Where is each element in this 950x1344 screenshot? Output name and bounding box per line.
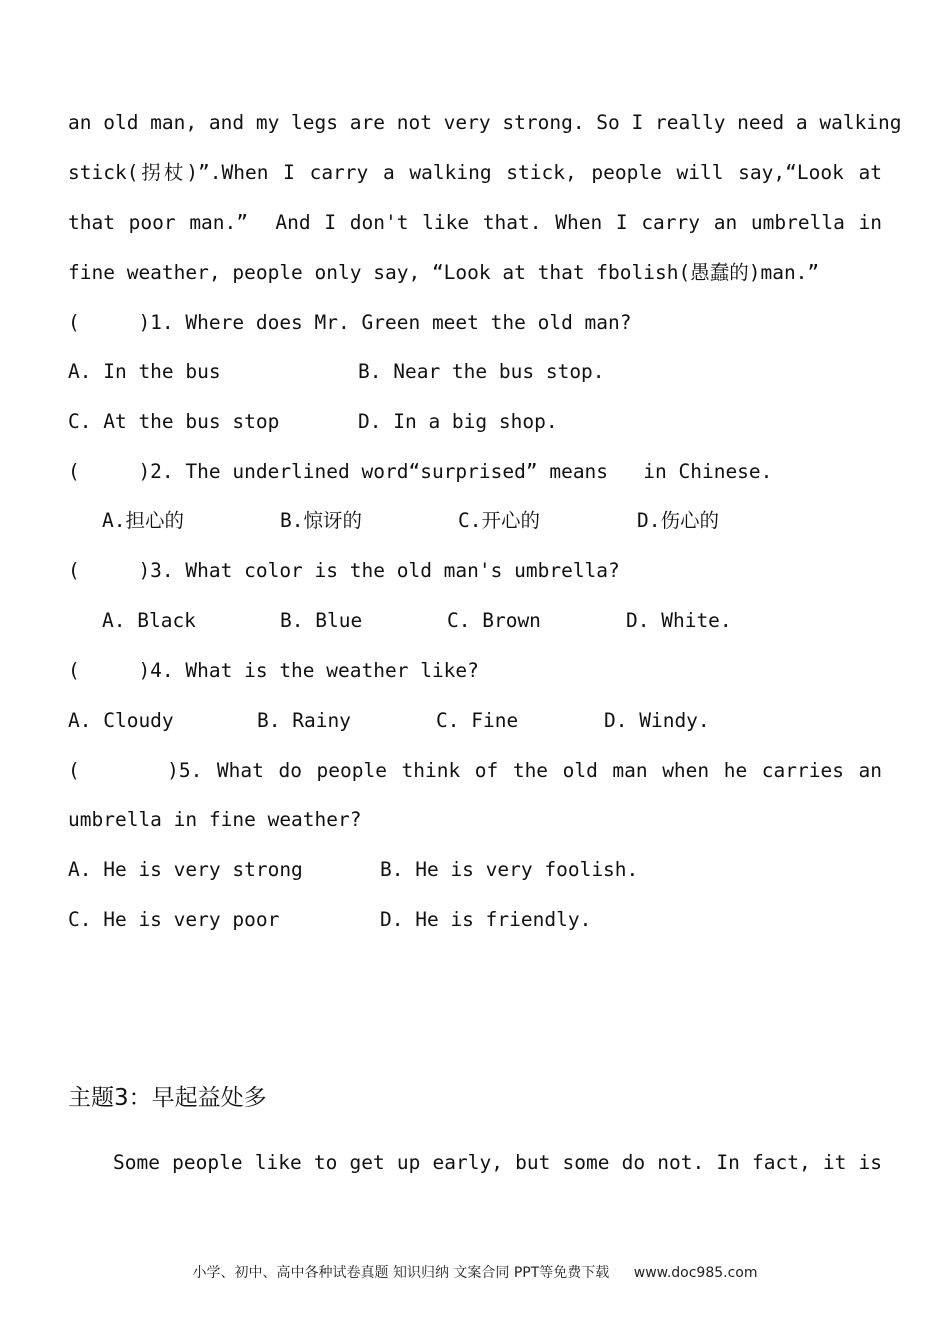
- answer-option: D. White.: [626, 609, 732, 632]
- question-stem: ( )2. The underlined word“surprised” means in Chinese.: [68, 460, 773, 483]
- page-footer: [0, 1262, 950, 1282]
- answer-option: B. Blue: [280, 609, 363, 632]
- answer-option: C. At the bus stop: [68, 410, 280, 433]
- answer-option: D. Windy.: [604, 709, 710, 732]
- passage-line: fine weather, people only say, “Look at that fbolish(愚蠢的)man.”: [68, 261, 820, 284]
- question-stem: ( )1. Where does Mr. Green meet the old man?: [68, 311, 632, 334]
- answer-option: C.开心的: [458, 509, 540, 532]
- passage-line: an old man, and my legs are not very strong. So I really need a walking: [68, 111, 902, 134]
- answer-option: A. Black: [102, 609, 196, 632]
- question-stem: ( )4. What is the weather like?: [68, 659, 479, 682]
- answer-option: B. Near the bus stop.: [358, 360, 605, 383]
- answer-option: C. He is very poor: [68, 908, 280, 931]
- footer-url: www.doc985.com: [633, 1265, 758, 1281]
- answer-option: B. Rainy: [257, 709, 351, 732]
- passage-line: Some people like to get up early, but some do not. In fact, it is: [113, 1151, 882, 1174]
- answer-option: D. He is friendly.: [380, 908, 592, 931]
- section-heading: 主题3：早起益处多: [68, 1085, 267, 1111]
- question-stem: ( )5. What do people think of the old man when he carries an: [68, 759, 882, 782]
- answer-option: A. Cloudy: [68, 709, 174, 732]
- question-stem: ( )3. What color is the old man's umbrella?: [68, 559, 620, 582]
- passage-line: that poor man.” And I don't like that. When I carry an umbrella in: [68, 211, 882, 234]
- answer-option: B.惊讶的: [280, 509, 362, 532]
- passage-line: stick(拐杖)”.When I carry a walking stick, people will say,“Look at: [68, 161, 882, 184]
- answer-option: D.伤心的: [637, 509, 719, 532]
- answer-option: C. Brown: [447, 609, 541, 632]
- answer-option: A. In the bus: [68, 360, 221, 383]
- answer-option: B. He is very foolish.: [380, 858, 639, 881]
- answer-option: A.担心的: [102, 509, 184, 532]
- footer-text: 小学、初中、高中各种试卷真题 知识归纳 文案合同 PPT等免费下载: [192, 1265, 610, 1281]
- answer-option: A. He is very strong: [68, 858, 303, 881]
- question-stem: umbrella in fine weather?: [68, 808, 362, 831]
- answer-option: C. Fine: [436, 709, 519, 732]
- answer-option: D. In a big shop.: [358, 410, 558, 433]
